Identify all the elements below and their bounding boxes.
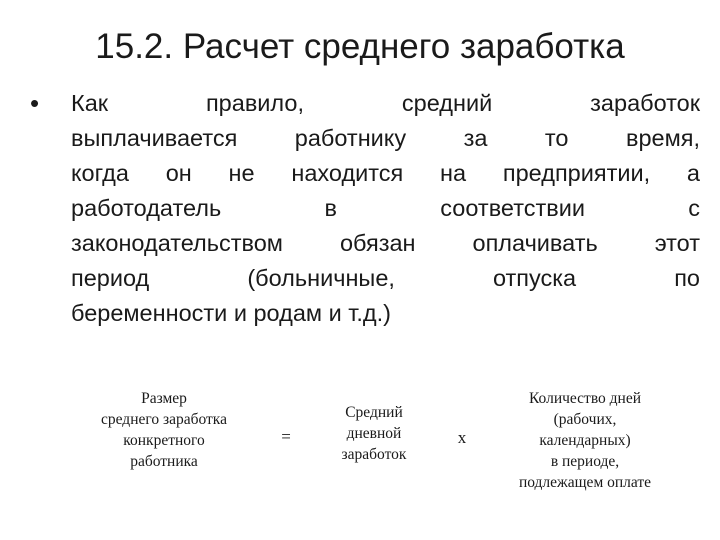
bullet-text-line: законодательством обязан оплачивать этот	[71, 230, 700, 256]
formula-text-line: Средний	[345, 404, 403, 421]
formula-text-line: в периоде,	[550, 453, 620, 470]
formula-text-line: календарных)	[539, 432, 631, 449]
bullet-text-line: выплачивается работнику за то время,	[71, 125, 700, 151]
formula-text-line: конкретного	[123, 432, 205, 449]
bullet-text-line: беременности и родам и т.д.)	[71, 300, 391, 326]
slide-title: 15.2. Расчет среднего заработка	[95, 27, 625, 66]
bullet-text-line: период (больничные, отпуска по	[71, 265, 700, 291]
bullet-text-line: работодатель в соответствии с	[71, 195, 700, 221]
formula-text-line: подлежащем оплате	[518, 474, 652, 491]
formula-text-line: Размер	[141, 390, 187, 407]
formula-text-line: работника	[130, 453, 198, 470]
formula-term-average-earnings	[74, 388, 254, 472]
formula-text-line: Количество дней	[528, 390, 642, 407]
formula-text-line: дневной	[346, 425, 402, 442]
bullet-text-line: когда он не находится на предприятии, а	[71, 160, 700, 186]
formula-text-line: среднего заработка	[101, 411, 227, 428]
formula-term-daily-earnings	[314, 402, 434, 465]
equals-sign: =	[281, 427, 291, 446]
formula-term-days-count	[492, 388, 678, 493]
formula-text-line: заработок	[341, 446, 407, 463]
multiply-sign: х	[457, 428, 467, 447]
bullet-marker: •	[30, 88, 40, 118]
bullet-text-line: Как правило, средний заработок	[71, 90, 700, 116]
formula-text-line: (рабочих,	[553, 411, 617, 428]
